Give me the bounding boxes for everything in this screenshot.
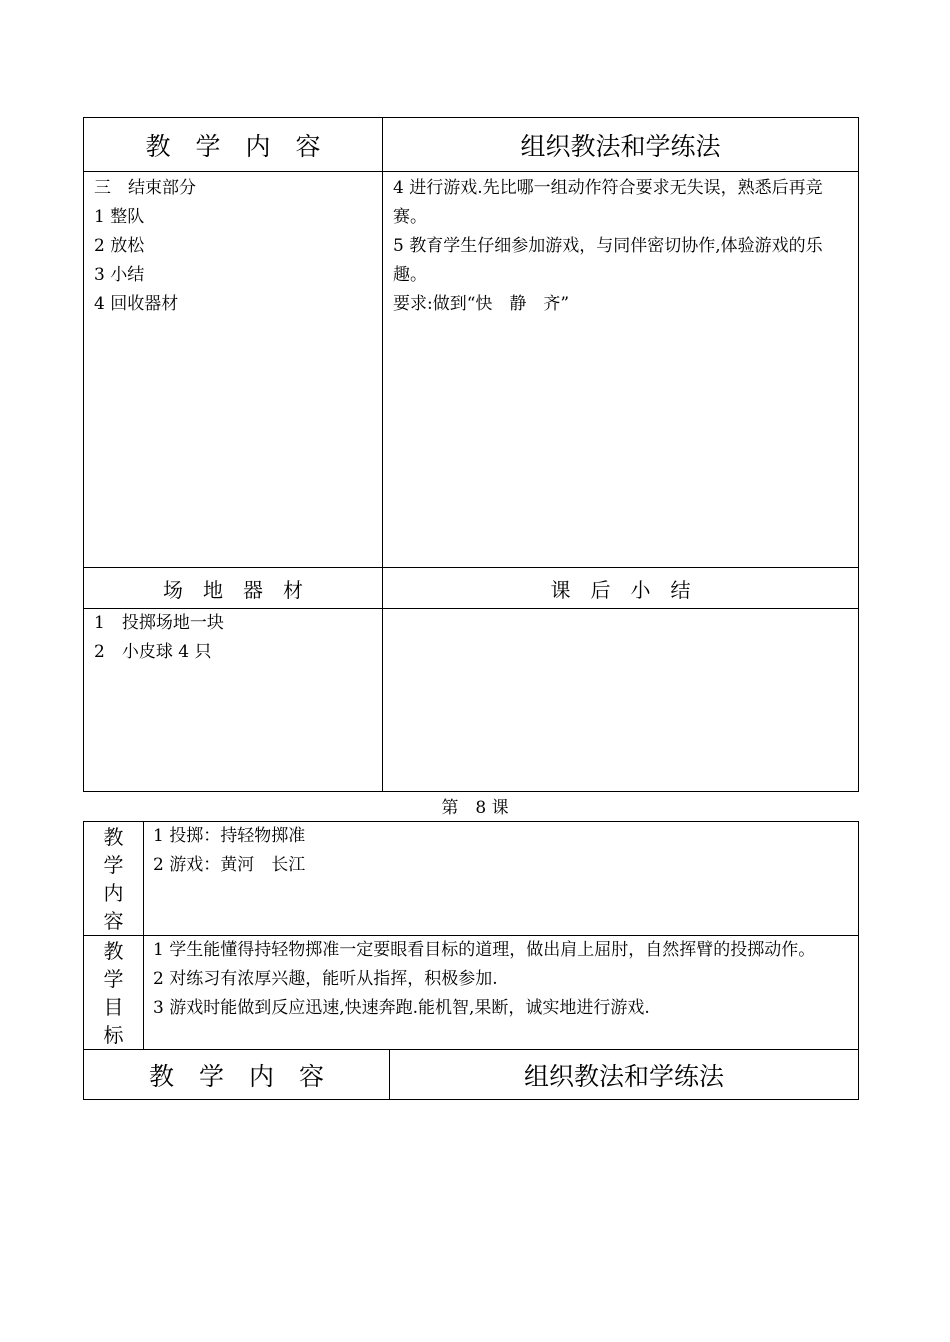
method-line: 5 教育学生仔细参加游戏，与同伴密切协作,体验游戏的乐趣。 xyxy=(393,236,823,285)
header-teaching-method: 组织教法和学练法 xyxy=(390,1050,859,1100)
content-line: 1 整队 xyxy=(94,207,145,227)
header-teaching-content: 教 学 内 容 xyxy=(84,118,383,172)
method-line: 要求:做到“快 静 齐” xyxy=(393,294,570,314)
content-label-char: 教 xyxy=(103,825,124,849)
content-label-char: 学 xyxy=(103,853,124,877)
content-line: 3 小结 xyxy=(94,265,145,285)
lesson-plan-table xyxy=(83,117,859,792)
content-detail-line: 1 投掷：持轻物掷准 xyxy=(153,826,306,846)
teaching-content-cell xyxy=(84,172,383,568)
goal-line: 3 游戏时能做到反应迅速,快速奔跑.能机智,果断，诚实地进行游戏. xyxy=(153,998,650,1018)
content-line: 三 结束部分 xyxy=(94,178,196,198)
header-after-class-summary: 课 后 小 结 xyxy=(383,568,859,609)
goal-label-char: 标 xyxy=(103,1023,124,1047)
lesson-number-caption: 第 8 课 xyxy=(441,798,509,818)
content-line: 4 回收器材 xyxy=(94,294,179,314)
content-line: 2 放松 xyxy=(94,236,145,256)
summary-cell xyxy=(383,609,859,792)
equipment-cell xyxy=(84,609,383,792)
equipment-line: 2 小皮球 4 只 xyxy=(94,642,212,662)
content-detail-cell xyxy=(144,822,859,936)
content-label-char: 内 xyxy=(103,881,124,905)
lesson-info-table xyxy=(83,821,859,1050)
goal-line: 1 学生能懂得持轻物掷准一定要眼看目标的道理，做出肩上屈肘，自然挥臂的投掷动作。 xyxy=(153,940,816,960)
teaching-method-cell xyxy=(383,172,859,568)
goal-label-char: 目 xyxy=(103,995,124,1019)
content-label-char: 容 xyxy=(103,909,124,933)
header-teaching-content: 教 学 内 容 xyxy=(84,1050,390,1100)
goal-label-char: 学 xyxy=(103,967,124,991)
content-detail-line: 2 游戏：黄河 长江 xyxy=(153,855,306,875)
header-equipment: 场 地 器 材 xyxy=(84,568,383,609)
goal-label-char: 教 xyxy=(103,939,124,963)
equipment-line: 1 投掷场地一块 xyxy=(94,613,224,633)
content-label-cell xyxy=(84,822,144,936)
goal-detail-cell xyxy=(144,936,859,1050)
goal-label-cell xyxy=(84,936,144,1050)
lesson-plan-header-table xyxy=(83,1049,859,1100)
method-line: 4 进行游戏.先比哪一组动作符合要求无失误，熟悉后再竞赛。 xyxy=(393,178,823,227)
header-teaching-method: 组织教法和学练法 xyxy=(383,118,859,172)
goal-line: 2 对练习有浓厚兴趣，能听从指挥，积极参加. xyxy=(153,969,498,989)
